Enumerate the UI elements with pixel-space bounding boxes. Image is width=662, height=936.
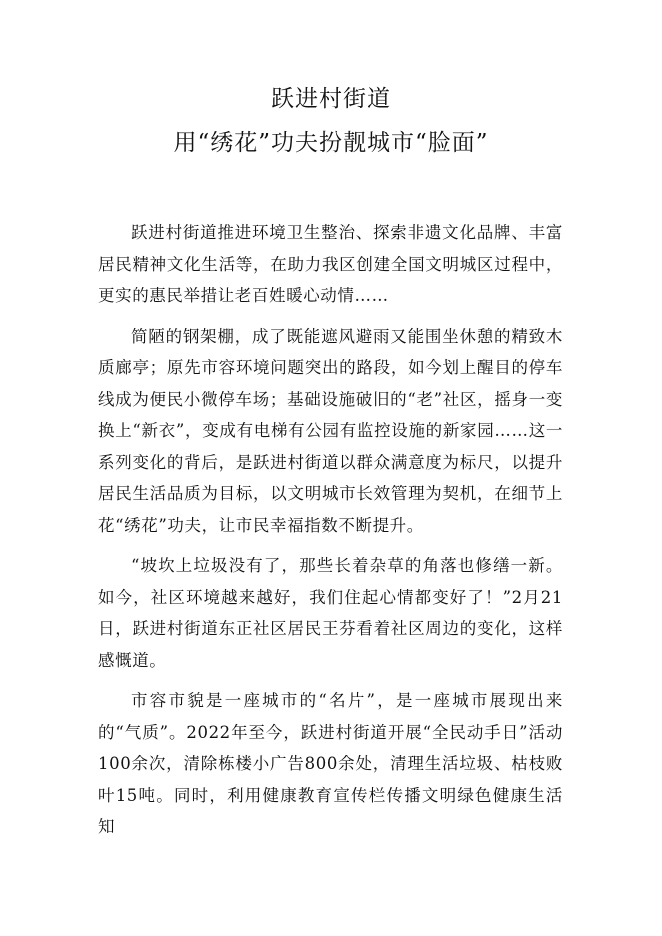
document-body — [98, 217, 563, 852]
paragraph-intro: 跃进村街道推进环境卫生整治、探索非遗文化品牌、丰富居民精神文化生活等，在助力我区创建全国文明城区过程中，更实的惠民举措让老百姓暖心动情…… — [98, 223, 563, 305]
document-title: 跃进村街道 — [271, 86, 391, 112]
document-subtitle: 用“绣花”功夫扮靓城市“脸面” — [173, 130, 489, 156]
paragraph-changes: 简陋的钢架棚，成了既能遮风避雨又能围坐休憩的精致木质廊亭；原先市容环境问题突出的路段，如今划上醒目的停车线成为便民小微停车场；基础设施破旧的“老”社区，摇身一变换上“新衣”，变成有电梯有公园有监控设施的新家园……这一系列变化的背后，是跃进村街道以群众满意度为标尺，以提升居民生活品质为目标，以文明城市长效管理为契机，在细节上花“绣花”功夫，让市民幸福指数不断提升。 — [98, 326, 563, 535]
paragraph-resident-quote: “坡坎上垃圾没有了，那些长着杂草的角落也修缮一新。如今，社区环境越来越好，我们住起心情都变好了！”2月21日，跃进村街道东正社区居民王芬看着社区周边的变化，这样感慨道。 — [98, 556, 563, 670]
paragraph-city-appearance: 市容市貌是一座城市的“名片”，是一座城市展现出来的“气质”。2022年至今，跃进村街道开展“全民动手日”活动100余次，清除栋楼小广告800余处，清理生活垃圾、枯枝败叶15吨。同时，利用健康教育宣传栏传播文明绿色健康生活知 — [98, 691, 563, 836]
